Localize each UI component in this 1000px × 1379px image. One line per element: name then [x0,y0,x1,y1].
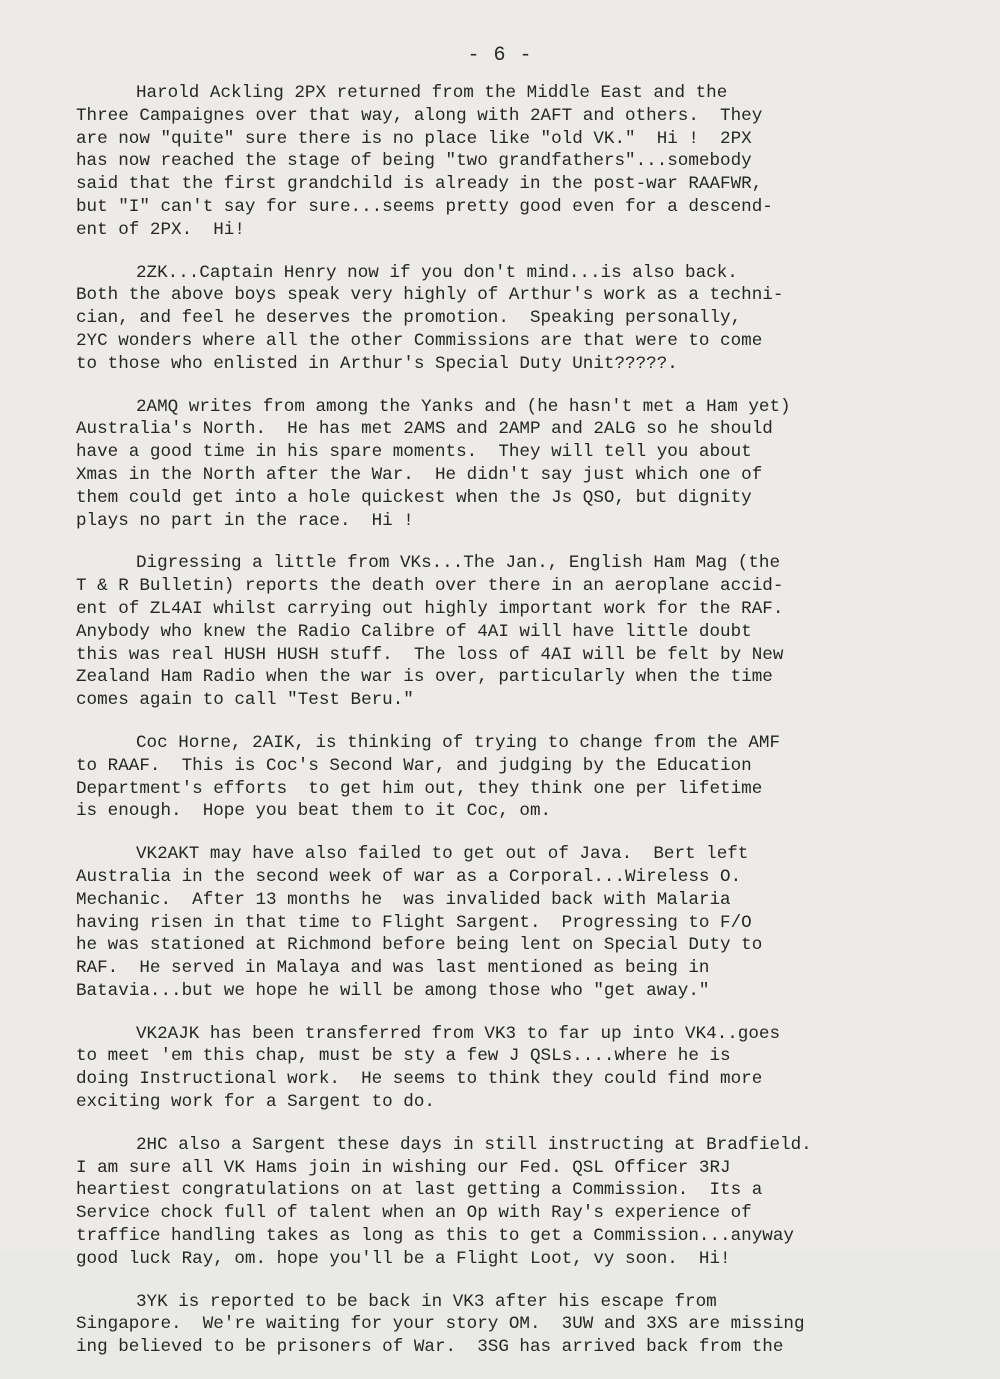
paragraph [76,1291,956,1359]
text-line: Australia in the second week of war as a Corporal...Wireless O. [76,866,742,887]
text-line: Batavia...but we hope he will be among those who "get away." [76,980,710,1001]
paragraph [76,1134,956,1271]
text-line: traffice handling takes as long as this to get a Commission...anyway [76,1226,794,1247]
text-line: 2ZK...Captain Henry now if you don't mind...is also back. [136,262,738,283]
text-line: having risen in that time to Flight Sargent. Progressing to F/O [76,912,752,933]
text-line: Mechanic. After 13 months he was invalided back with Malaria [76,889,731,910]
text-line: ent of ZL4AI whilst carrying out highly important work for the RAF. [76,598,784,619]
paragraph [76,843,956,1003]
text-line: have a good time in his spare moments. They will tell you about [76,442,752,463]
paragraph [76,552,956,712]
text-line: said that the first grandchild is already in the post-war RAAFWR, [76,174,763,195]
paragraph [76,732,956,823]
text-line: T & R Bulletin) reports the death over there in an aeroplane accid- [76,576,784,597]
page-number: - 6 - [467,44,533,67]
text-line: this was real HUSH HUSH stuff. The loss of 4AI will be felt by New [76,644,784,665]
text-line: Digressing a little from VKs...The Jan., English Ham Mag (the [136,553,781,574]
text-line: Zealand Ham Radio when the war is over, particularly when the time [76,667,773,688]
text-line: to those who enlisted in Arthur's Special Duty Unit?????. [76,353,678,374]
text-line: doing Instructional work. He seems to think they could find more [76,1069,763,1090]
text-line: heartiest congratulations on at last getting a Commission. Its a [76,1180,763,1201]
paragraph [76,1023,956,1114]
text-line: plays no part in the race. Hi ! [76,510,414,531]
text-line: Service chock full of talent when an Op with Ray's experience of [76,1203,752,1224]
text-line: Coc Horne, 2AIK, is thinking of trying to change from the AMF [136,732,781,753]
text-line: VK2AJK has been transferred from VK3 to far up into VK4..goes [136,1023,781,1044]
text-line: to RAAF. This is Coc's Second War, and judging by the Education [76,755,752,776]
text-line: 2AMQ writes from among the Yanks and (he hasn't met a Ham yet) [136,396,791,417]
text-line: RAF. He served in Malaya and was last mentioned as being in [76,958,710,979]
text-line: Australia's North. He has met 2AMS and 2AMP and 2ALG so he should [76,419,773,440]
text-line: them could get into a hole quickest when the Js QSO, but dignity [76,487,752,508]
paragraph [76,82,956,242]
text-line: Harold Ackling 2PX returned from the Middle East and the [136,83,728,103]
text-line: good luck Ray, om. hope you'll be a Flight Loot, vy soon. Hi! [76,1248,731,1269]
text-line: Department's efforts to get him out, they think one per lifetime [76,778,763,799]
text-line: ent of 2PX. Hi! [76,219,245,240]
text-line: but "I" can't say for sure...seems pretty good even for a descend- [76,196,773,217]
text-line: comes again to call "Test Beru." [76,690,414,711]
paragraph [76,396,956,533]
text-line: Both the above boys speak very highly of Arthur's work as a techni- [76,285,784,306]
text-line: Three Campaignes over that way, along with 2AFT and others. They [76,105,763,126]
text-line: VK2AKT may have also failed to get out of Java. Bert left [136,844,749,865]
text-line: 2HC also a Sargent these days in still instructing at Bradfield. [136,1134,812,1155]
text-line: exciting work for a Sargent to do. [76,1092,435,1113]
text-line: has now reached the stage of being "two grandfathers"...somebody [76,151,752,172]
text-line: Singapore. We're waiting for your story OM. 3UW and 3XS are missing [76,1314,805,1335]
text-line: are now "quite" sure there is no place like "old VK." Hi ! 2PX [76,128,752,149]
text-line: ing believed to be prisoners of War. 3SG has arrived back from the [76,1337,784,1358]
text-line: 3YK is reported to be back in VK3 after his escape from [136,1291,717,1312]
text-line: Anybody who knew the Radio Calibre of 4AI will have little doubt [76,621,752,642]
text-line: I am sure all VK Hams join in wishing our Fed. QSL Officer 3RJ [76,1157,731,1178]
paragraph [76,262,956,376]
text-line: Xmas in the North after the War. He didn't say just which one of [76,464,763,485]
text-line: cian, and feel he deserves the promotion. Speaking personally, [76,308,742,329]
document-body [76,82,956,1379]
text-line: he was stationed at Richmond before being lent on Special Duty to [76,935,763,956]
text-line: is enough. Hope you beat them to it Coc, om. [76,801,552,822]
text-line: to meet 'em this chap, must be sty a few J QSLs....where he is [76,1046,731,1067]
text-line: 2YC wonders where all the other Commissions are that were to come [76,330,763,351]
